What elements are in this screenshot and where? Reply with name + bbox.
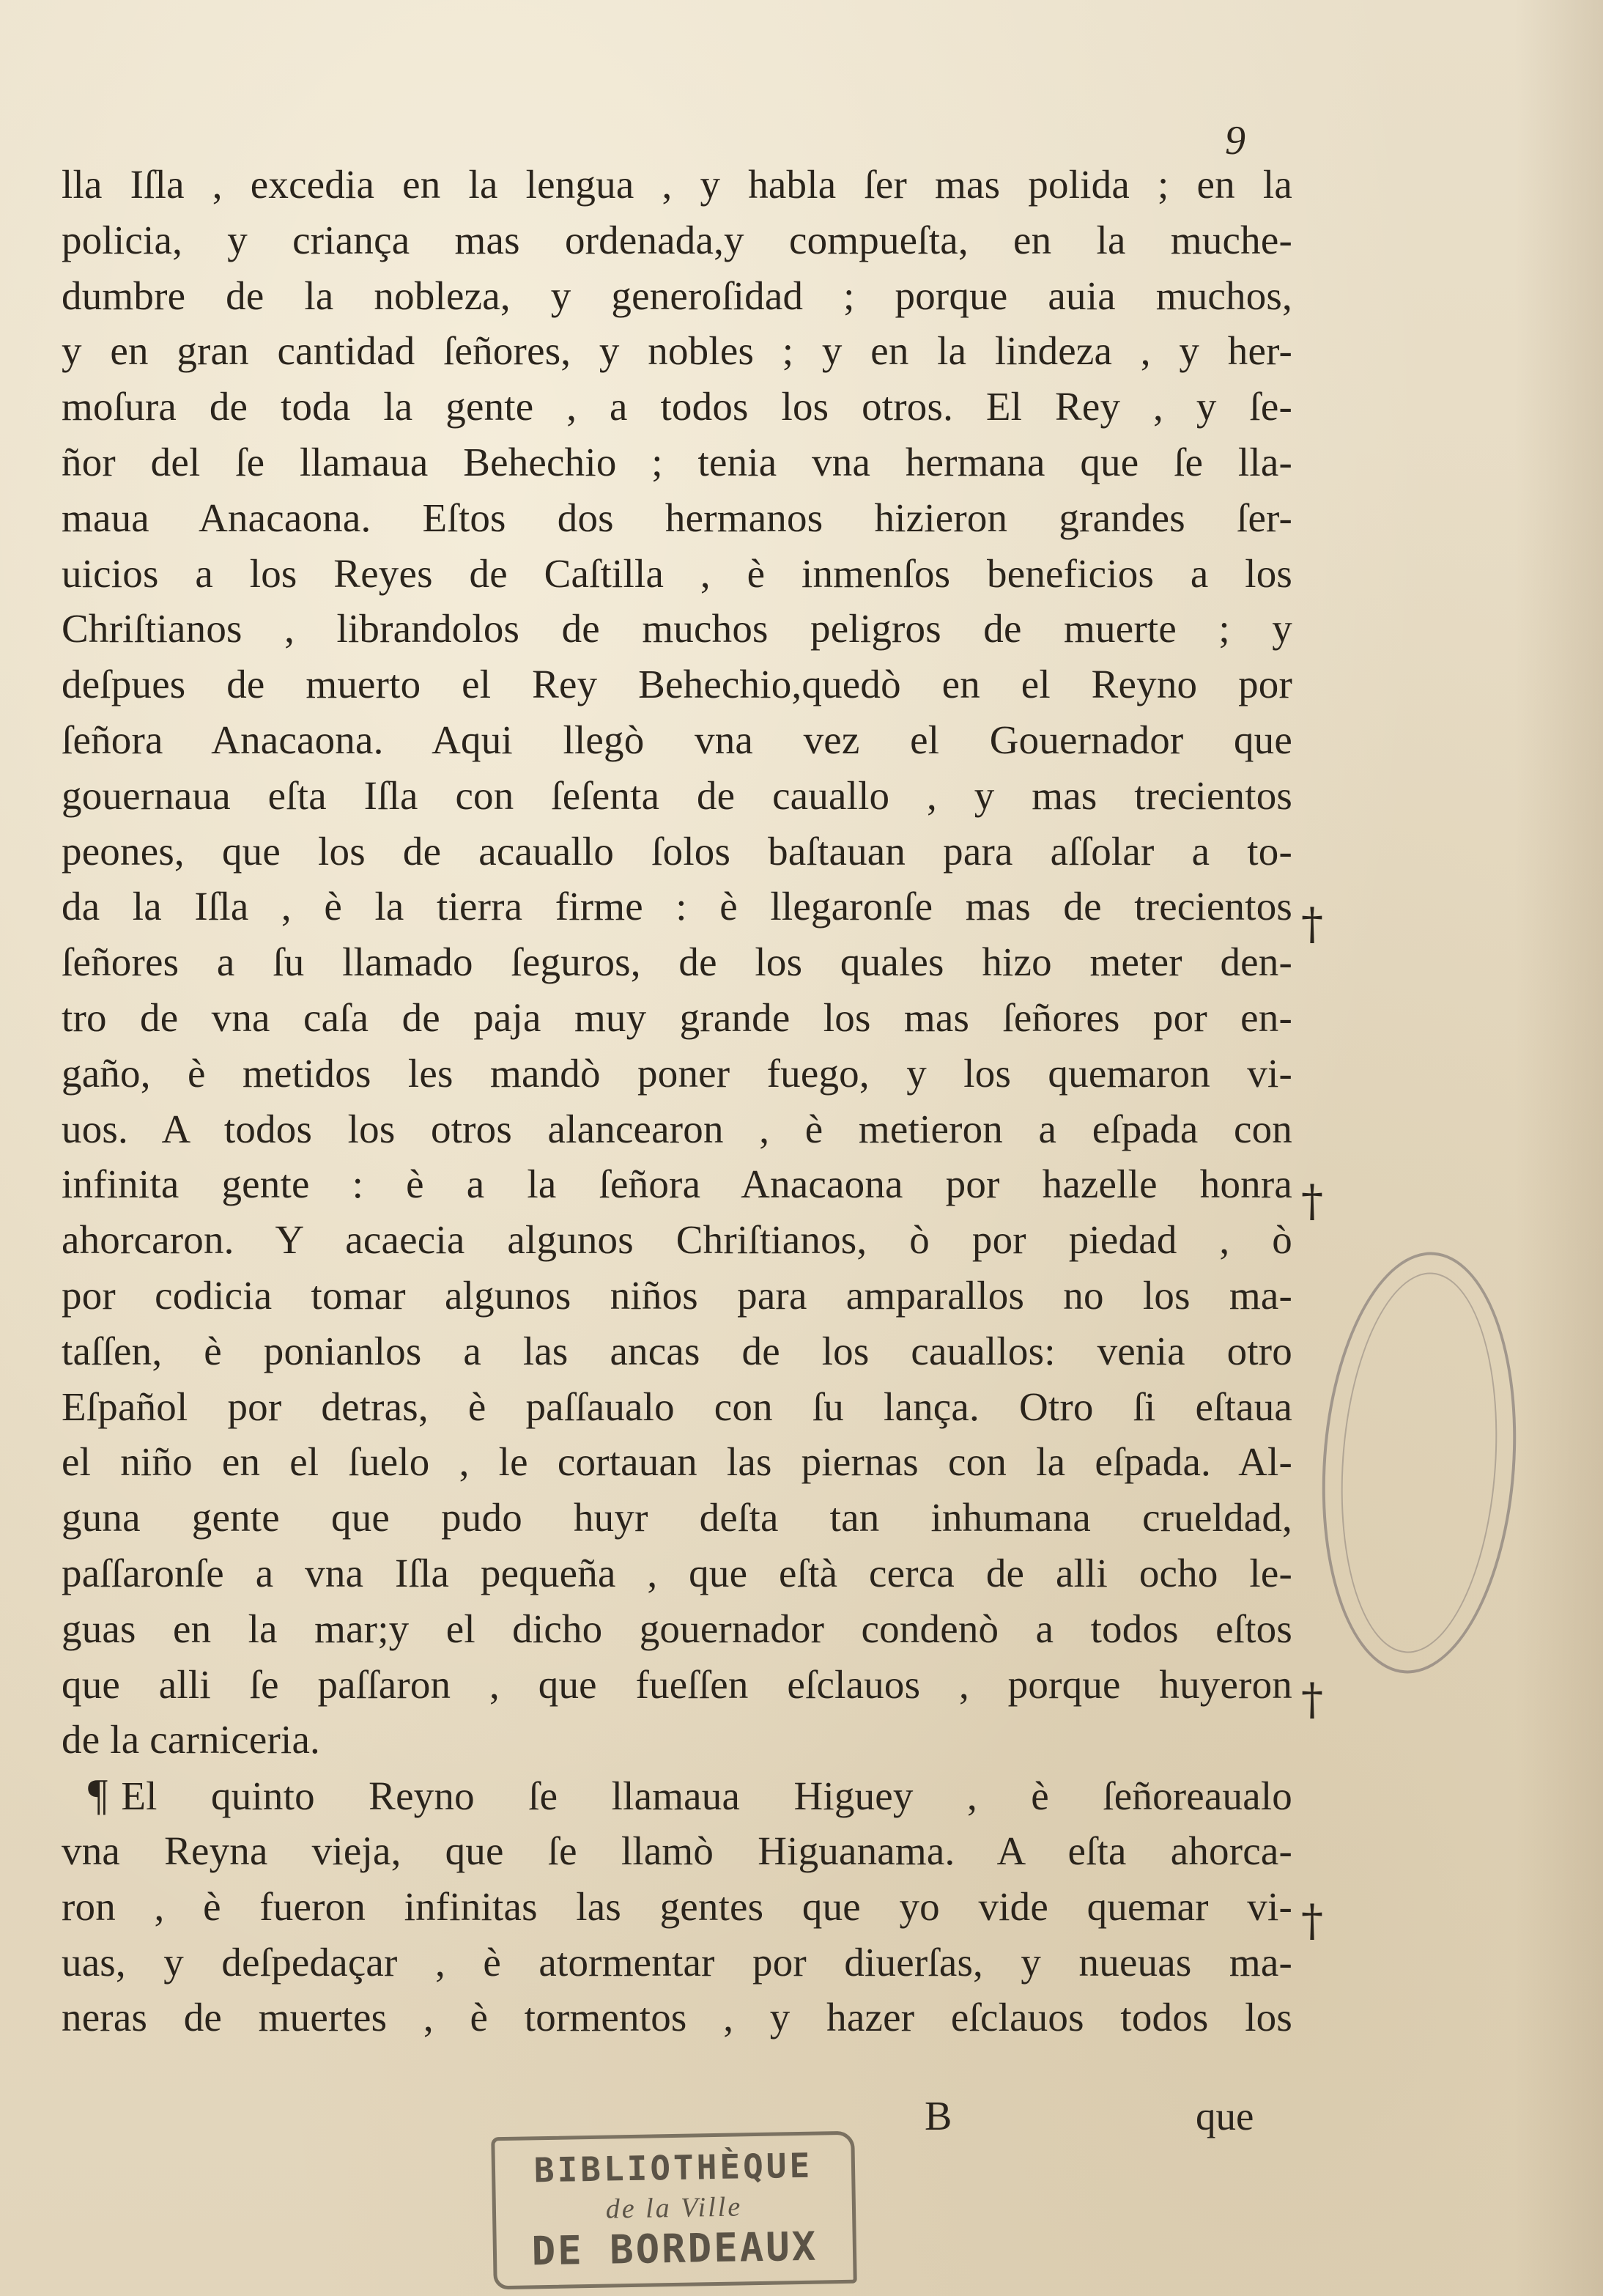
pilcrow-mark: ¶	[88, 1771, 108, 1820]
text-line: ron , è fueron infinitas las gentes que yo vide quemar vi-	[62, 1883, 1292, 1929]
text-line: el niño en el ſuelo , le cortauan las piernas con la eſpada. Al-	[62, 1439, 1292, 1485]
library-stamp	[491, 2131, 857, 2290]
text-line: uicios a los Reyes de Caſtilla , è inmenſos beneficios a los	[62, 550, 1292, 596]
oval-stamp-inner-ring	[1329, 1267, 1509, 1658]
page-number: 9	[1225, 118, 1245, 163]
stamp-line-1: BIBLIOTHÈQUE	[533, 2145, 813, 2190]
text-line: peones, que los de acauallo ſolos baſtauan para aſſolar a to-	[62, 828, 1292, 874]
text-line: gouernaua eſta Iſla con ſeſenta de cauallo , y mas trecientos	[62, 772, 1292, 818]
text-line: neras de muertes , è tormentos , y hazer eſclauos todos los	[62, 1995, 1292, 2040]
text-line: infinita gente : è a la ſeñora Anacaona por hazelle honra	[62, 1162, 1292, 1207]
body-text	[62, 157, 1292, 2045]
stamp-line-3: DE BORDEAUX	[531, 2223, 818, 2275]
margin-dagger: †	[1301, 1175, 1323, 1227]
signature-mark: B	[925, 2094, 952, 2139]
text-line: paſſaronſe a vna Iſla pequeña , que eſtà cerca de alli ocho le-	[62, 1550, 1292, 1595]
text-line: uos. A todos los otros alancearon , è metieron a eſpada con	[62, 1106, 1292, 1151]
text-line: dumbre de la nobleza, y generoſidad ; porque auia muchos,	[62, 273, 1292, 318]
text-line: maua Anacaona. Eſtos dos hermanos hizieron grandes ſer-	[62, 495, 1292, 540]
text-line: policia, y criança mas ordenada,y compueſta, en la muche-	[62, 217, 1292, 262]
oval-library-stamp	[1308, 1246, 1530, 1680]
text-line: gaño, è metidos les mandò poner fuego, y los quemaron vi-	[62, 1050, 1292, 1096]
text-line: taſſen, è ponianlos a las ancas de los cauallos: venia otro	[62, 1328, 1292, 1373]
text-line: uas, y deſpedaçar , è atormentar por diuerſas, y nueuas ma-	[62, 1939, 1292, 1985]
text-line: ſeñores a ſu llamado ſeguros, de los quales hizo meter den-	[62, 940, 1292, 985]
text-line: vna Reyna vieja, que ſe llamò Higuanama. A eſta ahorca-	[62, 1828, 1292, 1873]
text-line: Eſpañol por detras, è paſſaualo con ſu lança. Otro ſi eſtaua	[62, 1384, 1292, 1429]
text-line: ſeñora Anacaona. Aqui llegò vna vez el Gouernador que	[62, 717, 1292, 762]
margin-dagger: †	[1301, 898, 1323, 950]
text-line: guna gente que pudo huyr deſta tan inhumana crueldad,	[62, 1495, 1292, 1540]
text-line: de la carniceria.	[62, 1717, 321, 1762]
text-line: moſura de toda la gente , a todos los otros. El Rey , y ſe-	[62, 384, 1292, 429]
text-line: y en gran cantidad ſeñores, y nobles ; y en la lindeza , y her-	[62, 328, 1292, 374]
text-line: guas en la mar;y el dicho gouernador condenò a todos eſtos	[62, 1606, 1292, 1651]
text-line: Chriſtianos , librandolos de muchos peligros de muerte ; y	[62, 606, 1292, 651]
paragraph-start-line	[62, 1768, 1292, 1823]
page-edge-shadow	[1515, 0, 1603, 2296]
text-line: lla Iſla , excedia en la lengua , y habla ſer mas polida ; en la	[62, 162, 1292, 207]
text-line: ahorcaron. Y acaecia algunos Chriſtianos, ò por piedad , ò	[62, 1217, 1292, 1263]
text-line: por codicia tomar algunos niños para amparallos no los ma-	[62, 1272, 1292, 1318]
stamp-line-2: de la Ville	[605, 2191, 743, 2225]
text-line: que alli ſe paſſaron , que fueſſen eſclauos , porque huyeron	[62, 1661, 1292, 1707]
text-line: El quinto Reyno ſe llamaua Higuey , è ſeñoreaualo	[121, 1773, 1292, 1819]
margin-dagger: †	[1301, 1674, 1323, 1725]
text-line: ñor del ſe llamaua Behechio ; tenia vna hermana que ſe lla-	[62, 439, 1292, 484]
text-line: deſpues de muerto el Rey Behechio,quedò en el Reyno por	[62, 662, 1292, 707]
text-line: da la Iſla , è la tierra firme : è llegaronſe mas de trecientos	[62, 884, 1292, 929]
text-line: tro de vna caſa de paja muy grande los mas ſeñores por en-	[62, 994, 1292, 1040]
catchword: que	[1196, 2094, 1254, 2138]
margin-dagger: †	[1301, 1895, 1323, 1946]
